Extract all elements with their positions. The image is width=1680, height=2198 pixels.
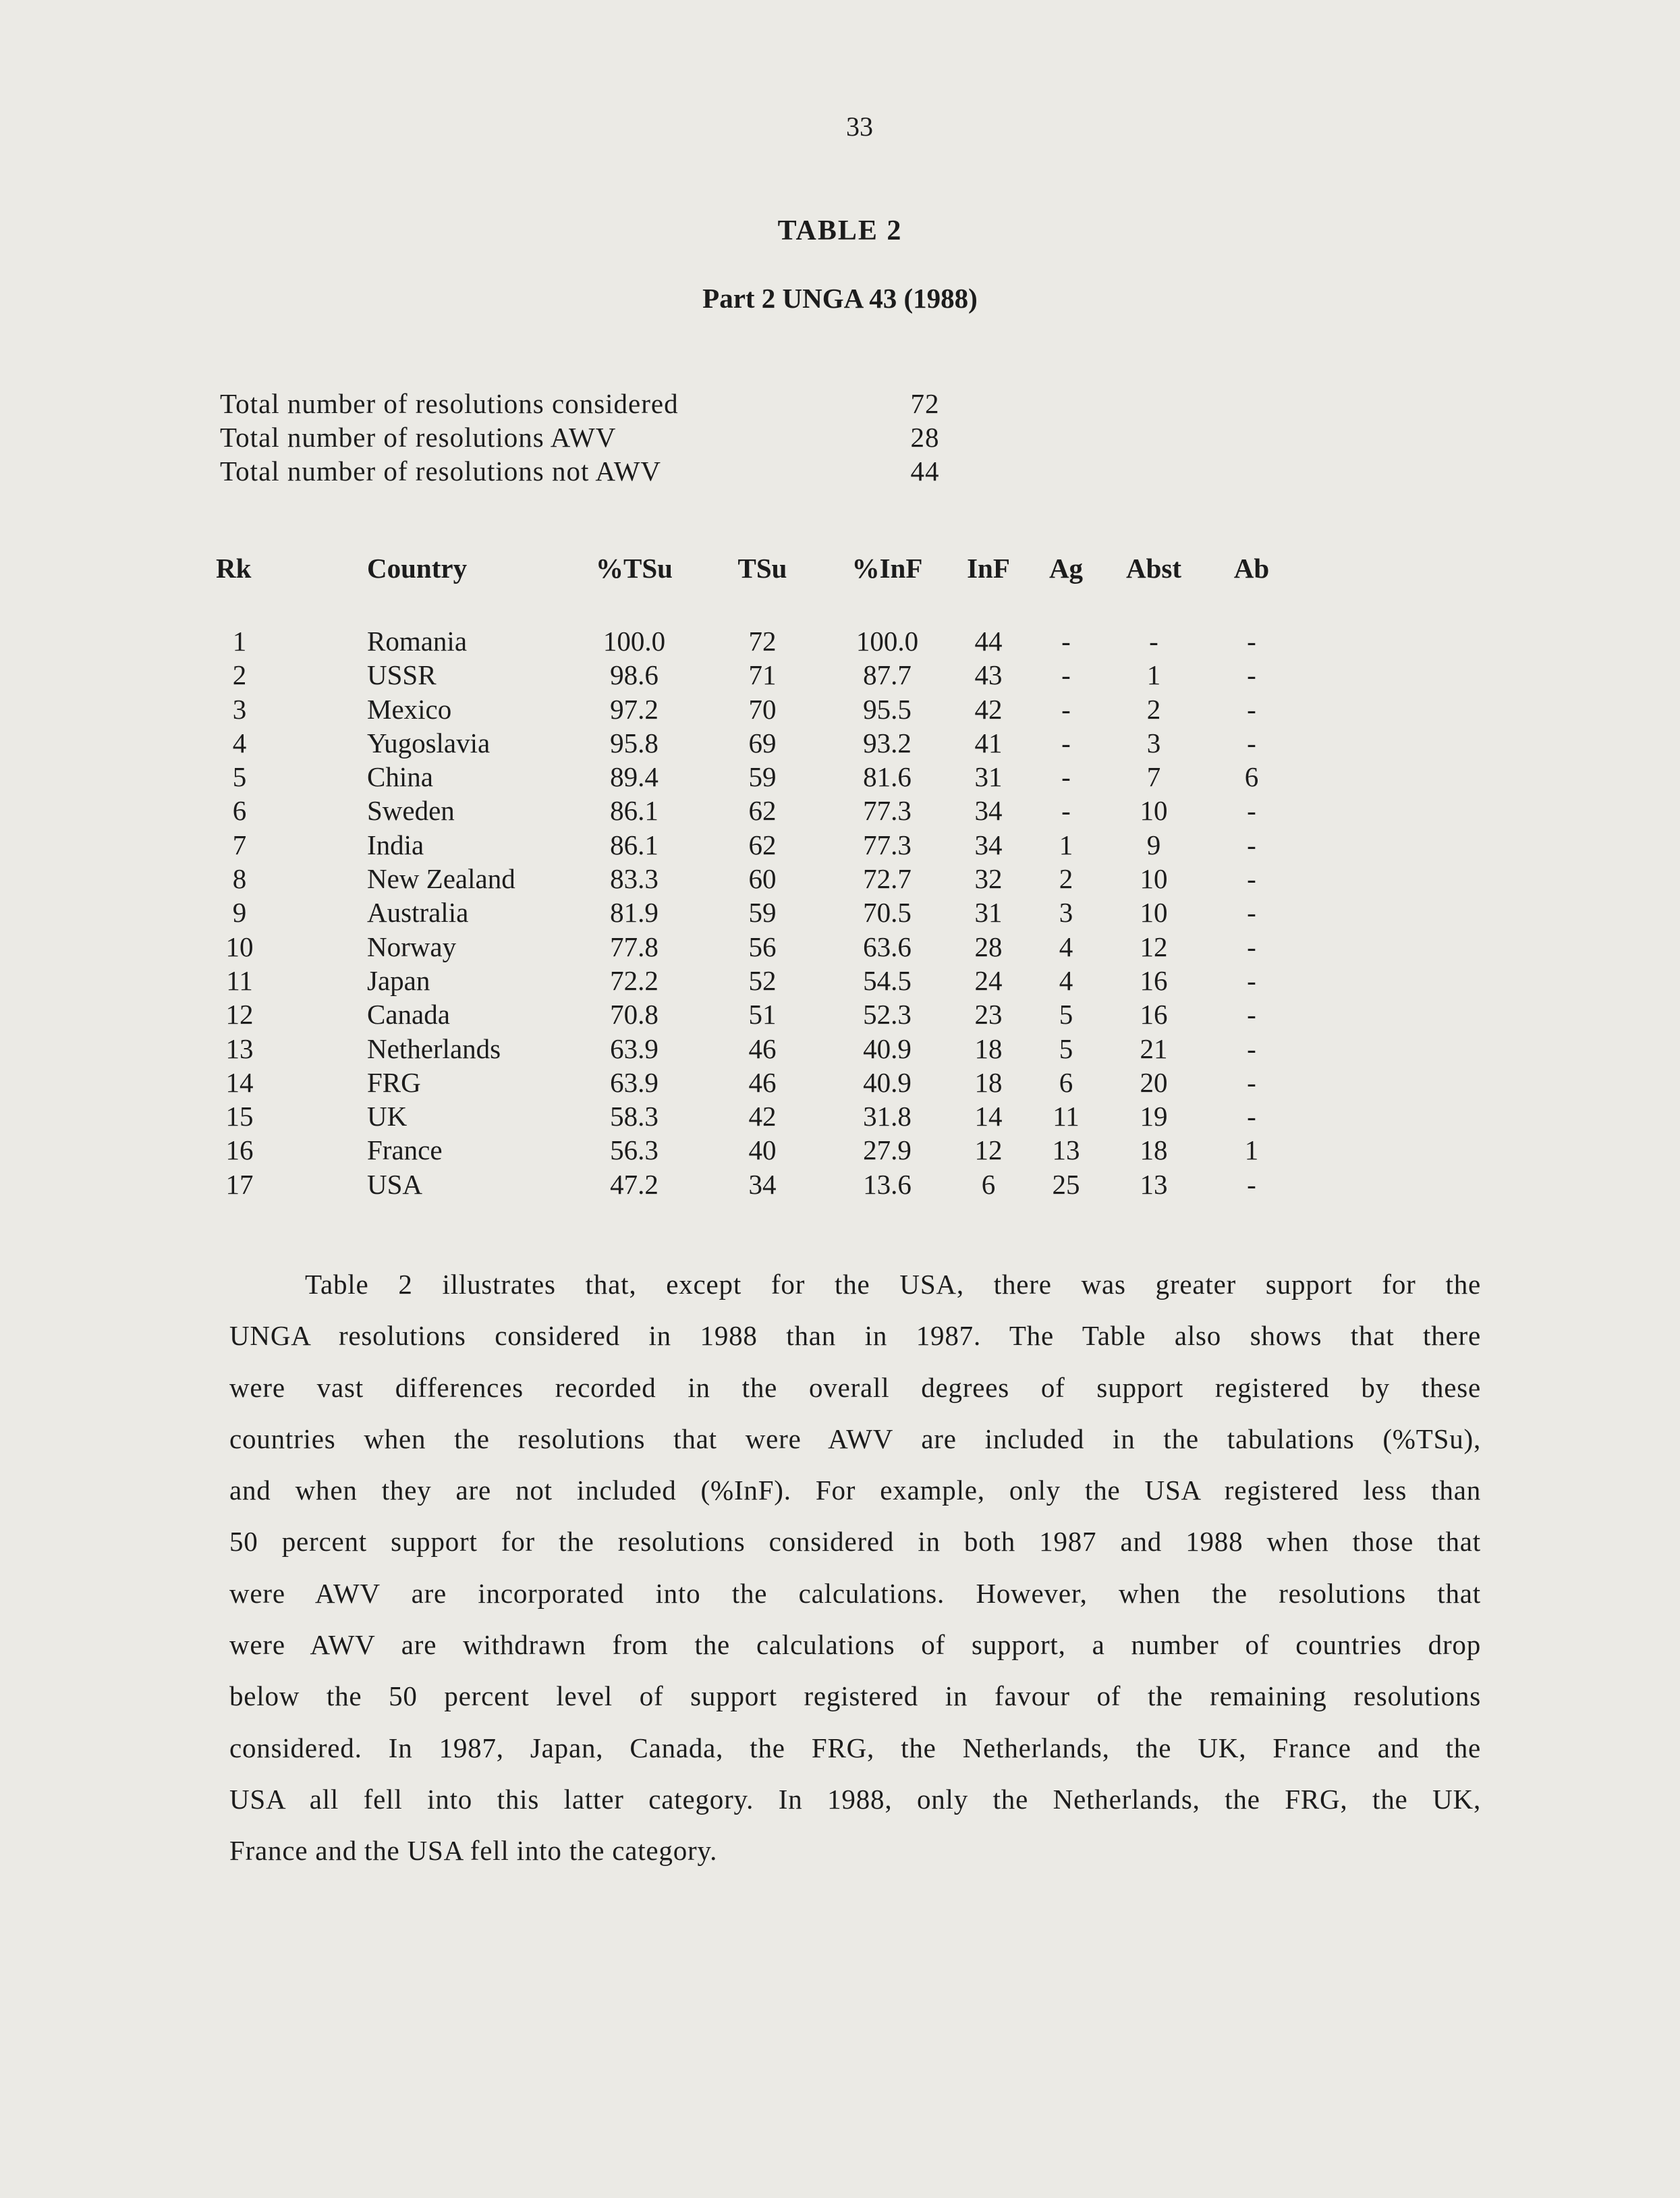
in-favour-cell: 32 [974,863,1003,895]
total-support-cell: 62 [748,829,777,860]
pct-in-favour-cell: 13.6 [863,1168,912,1200]
abstain-cell: 7 [1146,761,1161,793]
abstain-cell: 18 [1140,1134,1168,1166]
total-support-cell: 34 [748,1168,777,1200]
in-favour-cell: 12 [974,1134,1003,1166]
pct-total-support-cell: 86.1 [610,829,659,860]
pct-in-favour-cell: 81.6 [863,761,912,793]
against-cell: - [1061,693,1071,725]
abstain-cell: 16 [1140,964,1168,996]
pct-total-support-cell: 77.8 [610,931,659,962]
table-row [216,998,1309,1032]
against-cell: 11 [1053,1101,1080,1132]
country-cell: Canada [367,999,450,1031]
country-cell: Netherlands [367,1033,501,1064]
rank-cell: 12 [225,999,254,1031]
country-cell: USSR [367,659,437,691]
totals-value: 44 [910,456,940,487]
against-cell: 4 [1059,931,1073,962]
table-row [216,896,1309,930]
total-support-cell: 60 [748,863,777,895]
paragraph-line: below the 50 percent level of support registered in favour of the remaining resolutions [229,1680,1481,1712]
in-favour-cell: 34 [974,829,1003,860]
absent-cell: - [1247,829,1256,860]
pct-total-support-cell: 58.3 [610,1101,659,1132]
pct-total-support-cell: 100.0 [603,626,666,657]
rank-cell: 6 [232,795,247,827]
voting-table [216,552,1309,1202]
column-header: InF [967,553,1010,584]
total-support-cell: 46 [748,1033,777,1064]
rank-cell: 8 [232,863,247,895]
absent-cell: - [1247,897,1256,929]
abstain-cell: - [1149,626,1158,657]
total-support-cell: 70 [748,693,777,725]
country-cell: Australia [367,897,469,929]
column-header: Ab [1233,553,1270,584]
total-support-cell: 56 [748,931,777,962]
body-paragraph [229,1259,1481,1877]
rank-cell: 4 [232,727,247,759]
country-cell: USA [367,1168,423,1200]
against-cell: 13 [1052,1134,1080,1166]
absent-cell: - [1247,1168,1256,1200]
totals-row [220,455,962,489]
rank-cell: 16 [225,1134,254,1166]
total-support-cell: 71 [748,659,777,691]
totals-label: Total number of resolutions AWV [220,422,617,453]
column-header: Rk [216,553,252,584]
country-cell: Mexico [367,693,452,725]
against-cell: 5 [1059,1033,1073,1064]
against-cell: 25 [1052,1168,1080,1200]
table-row [216,693,1309,727]
pct-total-support-cell: 56.3 [610,1134,659,1166]
pct-in-favour-cell: 77.3 [863,795,912,827]
table-body [216,625,1309,1202]
total-support-cell: 69 [748,727,777,759]
pct-in-favour-cell: 40.9 [863,1066,912,1098]
country-cell: Romania [367,626,468,657]
abstain-cell: 10 [1140,863,1168,895]
totals-label: Total number of resolutions not AWV [220,456,662,487]
pct-in-favour-cell: 93.2 [863,727,912,759]
pct-total-support-cell: 83.3 [610,863,659,895]
in-favour-cell: 18 [974,1066,1003,1098]
country-cell: Sweden [367,795,455,827]
rank-cell: 15 [225,1101,254,1132]
totals-value: 28 [910,422,940,453]
against-cell: 3 [1059,897,1073,929]
absent-cell: - [1247,863,1256,895]
total-support-cell: 72 [748,626,777,657]
against-cell: 5 [1059,999,1073,1031]
in-favour-cell: 34 [974,795,1003,827]
paragraph-line: and when they are not included (%InF). For example, only the USA registered less than [229,1475,1481,1506]
pct-total-support-cell: 89.4 [610,761,659,793]
paragraph-line: countries when the resolutions that were AWV are included in the tabulations (%TSu), [229,1423,1481,1454]
pct-in-favour-cell: 27.9 [863,1134,912,1166]
against-cell: 6 [1059,1066,1073,1098]
rank-cell: 9 [232,897,247,929]
table-subtitle: Part 2 UNGA 43 (1988) [702,283,978,314]
paragraph-line: were AWV are withdrawn from the calculations of support, a number of countries drop [229,1629,1481,1661]
absent-cell: - [1247,1033,1256,1064]
table-row [216,1100,1309,1134]
pct-in-favour-cell: 72.7 [863,863,912,895]
pct-total-support-cell: 95.8 [610,727,659,759]
in-favour-cell: 28 [974,931,1003,962]
pct-in-favour-cell: 52.3 [863,999,912,1031]
total-support-cell: 40 [748,1134,777,1166]
country-cell: France [367,1134,443,1166]
in-favour-cell: 18 [974,1033,1003,1064]
against-cell: - [1061,659,1071,691]
rank-cell: 3 [232,693,247,725]
in-favour-cell: 42 [974,693,1003,725]
pct-total-support-cell: 63.9 [610,1066,659,1098]
pct-total-support-cell: 86.1 [610,795,659,827]
absent-cell: - [1247,693,1256,725]
country-cell: China [367,761,433,793]
absent-cell: - [1247,1066,1256,1098]
abstain-cell: 9 [1146,829,1161,860]
column-header: TSu [737,553,787,584]
rank-cell: 1 [232,626,247,657]
rank-cell: 17 [225,1168,254,1200]
pct-total-support-cell: 47.2 [610,1168,659,1200]
in-favour-cell: 43 [974,659,1003,691]
abstain-cell: 21 [1140,1033,1168,1064]
rank-cell: 5 [232,761,247,793]
pct-in-favour-cell: 31.8 [863,1101,912,1132]
rank-cell: 2 [232,659,247,691]
abstain-cell: 19 [1140,1101,1168,1132]
against-cell: - [1061,795,1071,827]
country-cell: Yugoslavia [367,727,491,759]
absent-cell: - [1247,795,1256,827]
against-cell: - [1061,626,1071,657]
paragraph-line: were AWV are incorporated into the calculations. However, when the resolutions that [229,1577,1481,1609]
pct-in-favour-cell: 40.9 [863,1033,912,1064]
column-header: Abst [1125,553,1182,584]
pct-in-favour-cell: 87.7 [863,659,912,691]
pct-total-support-cell: 63.9 [610,1033,659,1064]
total-support-cell: 62 [748,795,777,827]
paragraph-line: considered. In 1987, Japan, Canada, the FRG, the Netherlands, the UK, France and the [229,1732,1481,1763]
absent-cell: 6 [1244,761,1259,793]
in-favour-cell: 23 [974,999,1003,1031]
table-row [216,625,1309,659]
total-support-cell: 59 [748,897,777,929]
table-row [216,727,1309,761]
rank-cell: 13 [225,1033,254,1064]
abstain-cell: 16 [1140,999,1168,1031]
column-header: %TSu [596,553,673,584]
total-support-cell: 59 [748,761,777,793]
total-support-cell: 46 [748,1066,777,1098]
pct-total-support-cell: 98.6 [610,659,659,691]
table-row [216,794,1309,828]
rank-cell: 7 [232,829,247,860]
pct-total-support-cell: 81.9 [610,897,659,929]
table-row [216,1033,1309,1066]
totals-row [220,387,962,421]
pct-in-favour-cell: 100.0 [856,626,919,657]
abstain-cell: 1 [1146,659,1161,691]
table-title: TABLE 2 [777,215,903,246]
paragraph-line: UNGA resolutions considered in 1988 than in 1987. The Table also shows that there [229,1320,1481,1352]
abstain-cell: 20 [1140,1066,1168,1098]
absent-cell: - [1247,659,1256,691]
absent-cell: - [1247,999,1256,1031]
table-row [216,829,1309,862]
paragraph-line: USA all fell into this latter category. In 1988, only the Netherlands, the FRG, the UK, [229,1783,1481,1815]
absent-cell: - [1247,1101,1256,1132]
page-number: 33 [846,111,873,142]
table-row [216,964,1309,998]
pct-in-favour-cell: 77.3 [863,829,912,860]
absent-cell: - [1247,964,1256,996]
country-cell: Norway [367,931,457,962]
column-header: %InF [851,553,923,584]
rank-cell: 11 [226,964,253,996]
against-cell: - [1061,761,1071,793]
pct-in-favour-cell: 63.6 [863,931,912,962]
table-header-row [216,552,1309,625]
in-favour-cell: 6 [981,1168,996,1200]
totals-label: Total number of resolutions considered [220,388,679,419]
country-cell: FRG [367,1066,421,1098]
column-header: Ag [1048,553,1084,584]
against-cell: 2 [1059,863,1073,895]
absent-cell: 1 [1244,1134,1259,1166]
totals-block [220,387,962,489]
against-cell: - [1061,727,1071,759]
country-cell: New Zealand [367,863,515,895]
abstain-cell: 13 [1140,1168,1168,1200]
in-favour-cell: 24 [974,964,1003,996]
table-row [216,862,1309,896]
in-favour-cell: 14 [974,1101,1003,1132]
country-cell: India [367,829,424,860]
rank-cell: 10 [225,931,254,962]
pct-total-support-cell: 97.2 [610,693,659,725]
totals-row [220,421,962,455]
totals-value: 72 [910,388,940,419]
absent-cell: - [1247,931,1256,962]
table-row [216,1066,1309,1100]
in-favour-cell: 44 [974,626,1003,657]
total-support-cell: 52 [748,964,777,996]
table-row [216,931,1309,964]
in-favour-cell: 31 [974,761,1003,793]
abstain-cell: 10 [1140,795,1168,827]
pct-in-favour-cell: 95.5 [863,693,912,725]
against-cell: 4 [1059,964,1073,996]
abstain-cell: 2 [1146,693,1161,725]
pct-total-support-cell: 70.8 [610,999,659,1031]
table-row [216,761,1309,794]
pct-in-favour-cell: 70.5 [863,897,912,929]
abstain-cell: 10 [1140,897,1168,929]
country-cell: Japan [367,964,430,996]
table-row [216,659,1309,692]
pct-in-favour-cell: 54.5 [863,964,912,996]
absent-cell: - [1247,626,1256,657]
table-row [216,1134,1309,1167]
absent-cell: - [1247,727,1256,759]
pct-total-support-cell: 72.2 [610,964,659,996]
paragraph-line: were vast differences recorded in the overall degrees of support registered by these [229,1371,1481,1403]
column-header: Country [367,553,468,584]
paragraph-line: Table 2 illustrates that, except for the USA, there was greater support for the [305,1269,1481,1300]
in-favour-cell: 41 [974,727,1003,759]
paragraph-line: 50 percent support for the resolutions considered in both 1987 and 1988 when those that [229,1526,1481,1558]
against-cell: 1 [1059,829,1073,860]
paragraph-line: France and the USA fell into the category. [229,1835,718,1867]
abstain-cell: 3 [1146,727,1161,759]
in-favour-cell: 31 [974,897,1003,929]
rank-cell: 14 [225,1066,254,1098]
total-support-cell: 42 [748,1101,777,1132]
country-cell: UK [367,1101,408,1132]
total-support-cell: 51 [748,999,777,1031]
abstain-cell: 12 [1140,931,1168,962]
table-row [216,1168,1309,1202]
